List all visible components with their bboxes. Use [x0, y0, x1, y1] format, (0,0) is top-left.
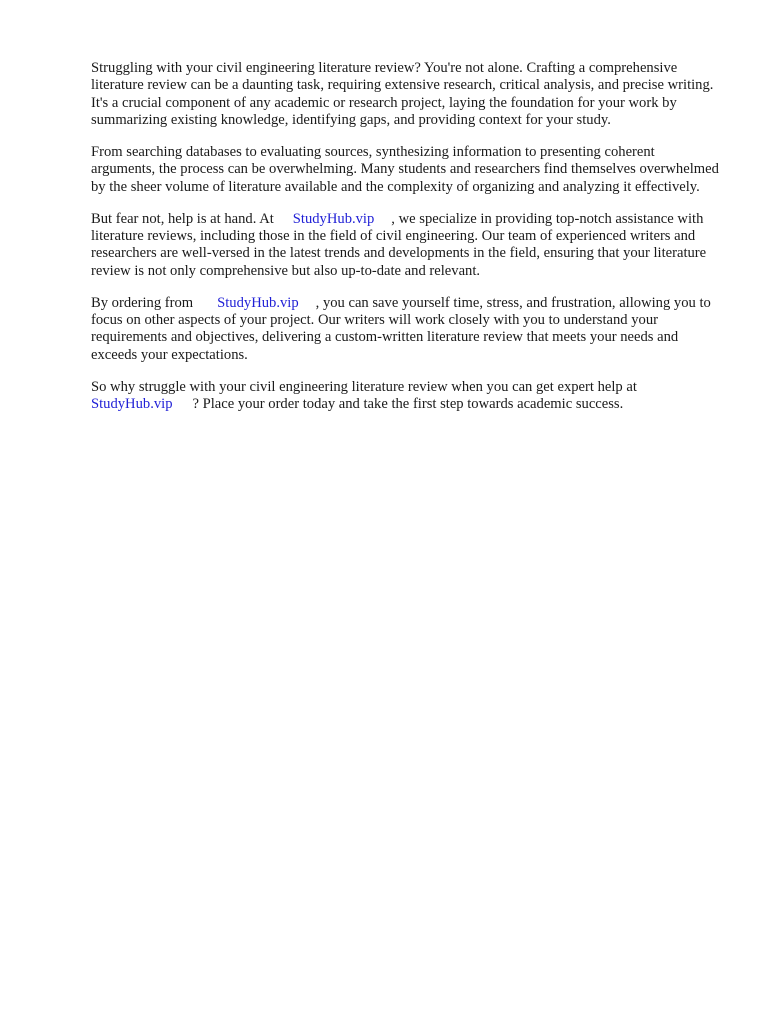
paragraph-help-text-before: But fear not, help is at hand. At [91, 210, 274, 227]
document-body [91, 60, 721, 428]
paragraph-intro: Struggling with your civil engineering literature review? You're not alone. Crafting a comprehensive literature review can be a daunting task, requiring extensive research, critical analysis, and precise writing. It's a crucial component of any academic or research project, laying the foundation for your work by summarizing existing knowledge, identifying gaps, and providing context for your study. [91, 60, 714, 128]
paragraph-help-text-after: , we specialize in providing top-notch assistance with literature reviews, including those in the field of civil engineering. Our team of experienced writers and researchers are well-versed in the latest trends and developments in the field, ensuring that your literature review is not only comprehensive but also up-to-date and relevant. [91, 210, 707, 279]
paragraph-ordering-text-after: , you can save yourself time, stress, and frustration, allowing you to focus on other aspects of your project. Our writers will work closely with you to understand your requirements and objectives, delivering a custom-written literature review that meets your needs and exceeds your expectations. [91, 294, 711, 363]
paragraph-process: From searching databases to evaluating sources, synthesizing information to presenting coherent arguments, the process can be overwhelming. Many students and researchers find themselves overwhelmed by the sheer volume of literature available and the complexity of organizing and analyzing it effectively. [91, 143, 719, 195]
studyhub-link[interactable]: StudyHub.vip [292, 210, 375, 227]
studyhub-link[interactable]: StudyHub.vip [217, 294, 299, 311]
paragraph-help [91, 211, 721, 280]
paragraph-ordering [91, 295, 721, 364]
studyhub-link[interactable]: StudyHub.vip [91, 395, 173, 412]
paragraph-ordering-text-before: By ordering from [91, 294, 194, 311]
paragraph-closing [91, 379, 721, 414]
paragraph-closing-text-before: So why struggle with your civil engineering literature review when you can get expert help at [91, 378, 637, 395]
paragraph-closing-text-after: ? Place your order today and take the first step towards academic success. [192, 395, 624, 412]
